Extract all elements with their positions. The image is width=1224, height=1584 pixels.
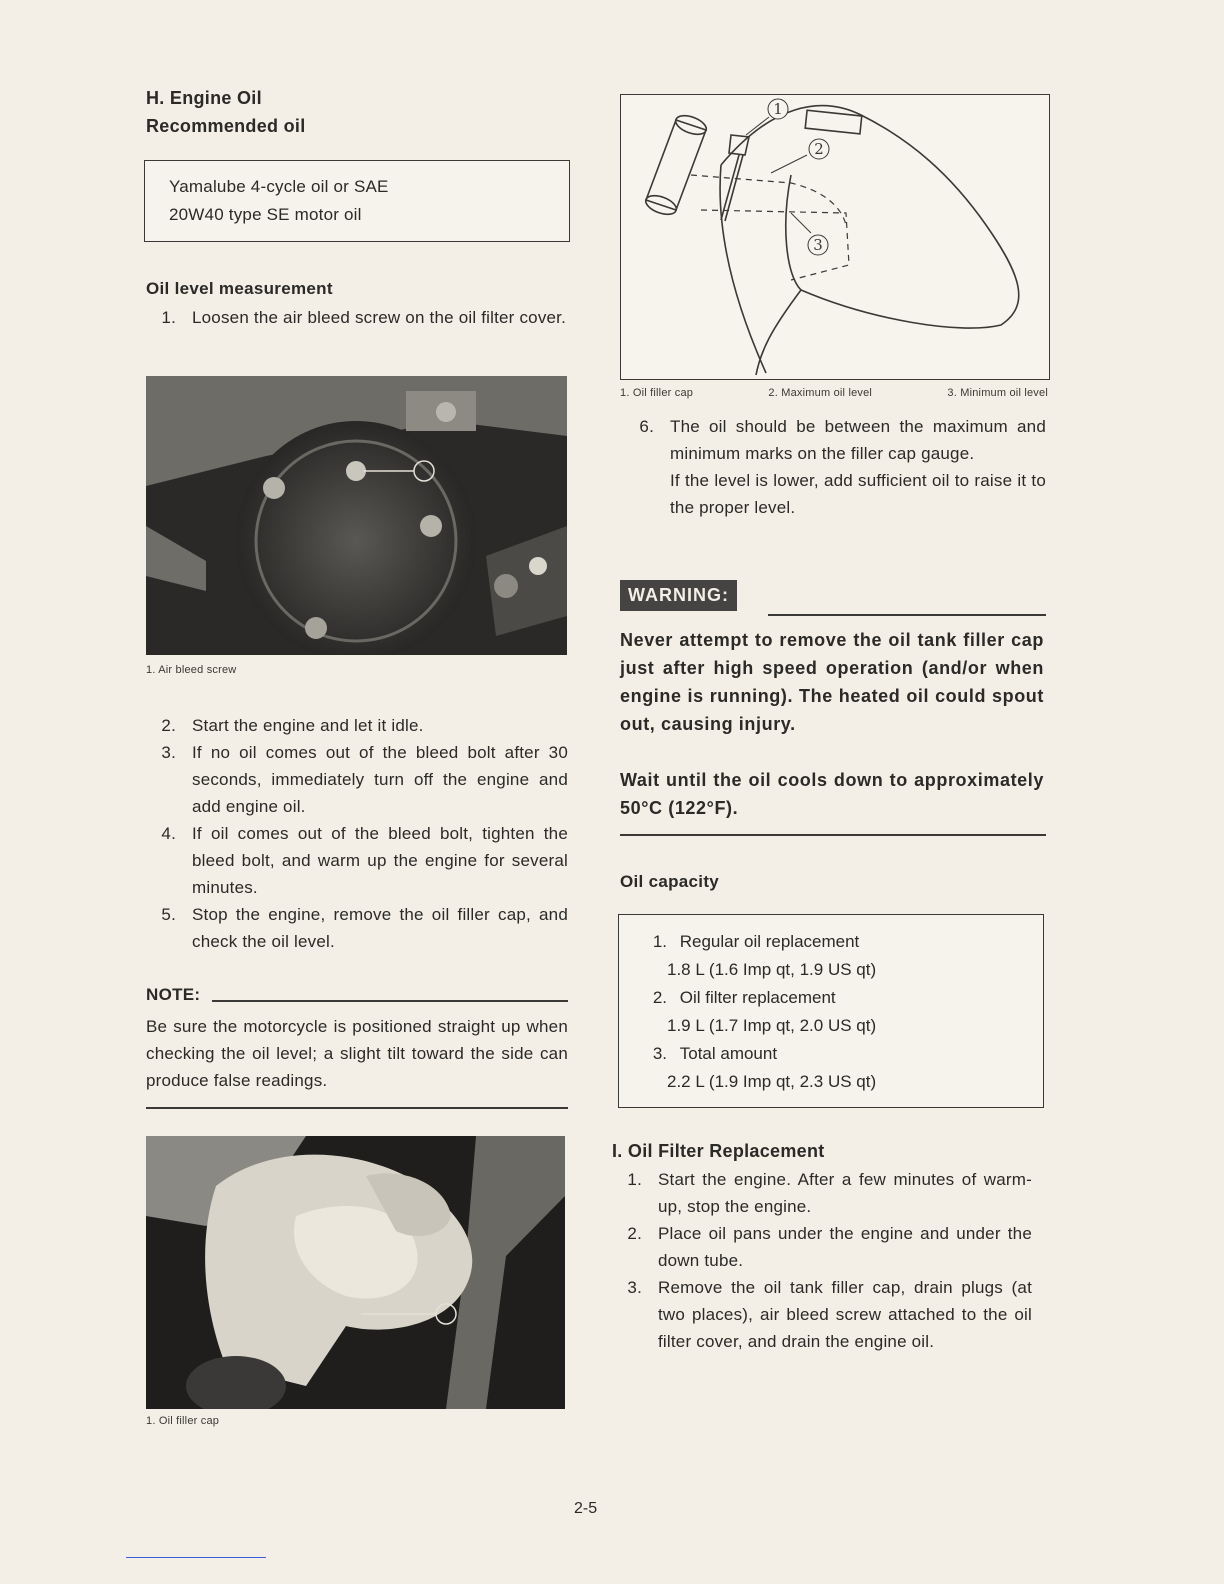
capacity-label: Regular oil replacement bbox=[679, 932, 860, 951]
note-label: NOTE: bbox=[146, 985, 201, 1004]
warning-label: WARNING: bbox=[620, 580, 737, 611]
step-number: 4. bbox=[161, 824, 176, 843]
step-text: Stop the engine, remove the oil filler cap, and check the oil level. bbox=[192, 905, 568, 951]
list-item bbox=[612, 1274, 1032, 1355]
diagram-callout-2: 2 bbox=[814, 140, 824, 158]
list-item bbox=[146, 820, 568, 901]
oil-level-heading: Oil level measurement bbox=[146, 279, 333, 298]
section-h-subtitle: Recommended oil bbox=[146, 116, 306, 136]
capacity-value: 1.8 L (1.6 Imp qt, 1.9 US qt) bbox=[667, 960, 877, 979]
diagram-caption-item: 3. Minimum oil level bbox=[947, 387, 1048, 399]
warning-text-2: Wait until the oil cools down to approximately 50°C (122°F). bbox=[620, 770, 1044, 818]
section-h-title: H. Engine Oil bbox=[146, 88, 262, 108]
air-bleed-screw-photo bbox=[146, 376, 567, 655]
step-text: If oil comes out of the bleed bolt, tighten the bleed bolt, and warm up the engine for several minutes. bbox=[192, 824, 568, 897]
step-text: If no oil comes out of the bleed bolt after 30 seconds, immediately turn off the engine and add engine oil. bbox=[192, 743, 568, 816]
step-number: 2. bbox=[161, 716, 176, 735]
list-item bbox=[146, 901, 568, 955]
capacity-value: 1.9 L (1.7 Imp qt, 2.0 US qt) bbox=[667, 1016, 877, 1035]
step-text-cont: If the level is lower, add sufficient oil to raise it to the proper level. bbox=[670, 471, 1046, 517]
capacity-item bbox=[637, 984, 876, 1012]
warning-text: Never attempt to remove the oil tank filler cap just after high speed operation (and/or when engine is running). The heated oil could spout out, causing injury. bbox=[620, 630, 1044, 734]
oil-capacity-heading: Oil capacity bbox=[620, 872, 720, 891]
recommended-oil-line: Yamalube 4-cycle oil or SAE bbox=[169, 177, 389, 196]
recommended-oil-line: 20W40 type SE motor oil bbox=[169, 205, 362, 224]
engine-cover-illustration bbox=[146, 376, 567, 655]
step-text: The oil should be between the maximum and minimum marks on the filler cap gauge. bbox=[670, 417, 1046, 463]
capacity-number: 2. bbox=[652, 988, 667, 1007]
oil-tank-drawing bbox=[621, 95, 1049, 379]
step-text: Start the engine. After a few minutes of warm-up, stop the engine. bbox=[658, 1170, 1032, 1216]
oil-filler-cap-photo bbox=[146, 1136, 565, 1409]
step-number: 1. bbox=[627, 1170, 642, 1189]
diagram-callout-3: 3 bbox=[813, 236, 823, 254]
oil-capacity-box bbox=[618, 914, 1044, 1108]
list-item bbox=[612, 1166, 1032, 1220]
capacity-number: 1. bbox=[652, 932, 667, 951]
photo2-caption: 1. Oil filler cap bbox=[146, 1415, 220, 1427]
note-rule bbox=[212, 1000, 568, 1002]
step-number: 1. bbox=[161, 308, 176, 327]
diagram-caption-item: 2. Maximum oil level bbox=[768, 387, 873, 399]
oil-level-step-list-a bbox=[146, 304, 568, 331]
step-number: 3. bbox=[627, 1278, 642, 1297]
step-number: 6. bbox=[639, 417, 654, 436]
step-text: Loosen the air bleed screw on the oil filter cover. bbox=[192, 308, 567, 327]
capacity-number: 3. bbox=[652, 1044, 667, 1063]
diagram-caption bbox=[620, 387, 1048, 399]
step-text: Place oil pans under the engine and under the down tube. bbox=[658, 1224, 1032, 1270]
list-item bbox=[146, 304, 568, 331]
step-number: 2. bbox=[627, 1224, 642, 1243]
diagram-callout-1: 1 bbox=[773, 100, 783, 118]
bottom-link-underline bbox=[126, 1557, 266, 1558]
step6-list bbox=[624, 413, 1046, 521]
capacity-value: 2.2 L (1.9 Imp qt, 2.3 US qt) bbox=[667, 1072, 877, 1091]
list-item bbox=[146, 739, 568, 820]
list-item bbox=[624, 413, 1046, 521]
note-end-rule bbox=[146, 1107, 568, 1109]
list-item bbox=[612, 1220, 1032, 1274]
page-number: 2-5 bbox=[574, 1500, 598, 1517]
note-text: Be sure the motorcycle is positioned straight up when checking the oil level; a slight tilt toward the side can produce false readings. bbox=[146, 1017, 568, 1090]
warning-end-rule bbox=[620, 834, 1046, 836]
capacity-label: Oil filter replacement bbox=[679, 988, 836, 1007]
section-i-title: I. Oil Filter Replacement bbox=[612, 1141, 825, 1161]
step-number: 5. bbox=[161, 905, 176, 924]
photo1-caption: 1. Air bleed screw bbox=[146, 664, 237, 676]
oil-tank-diagram bbox=[620, 94, 1050, 380]
section-i-step-list bbox=[612, 1166, 1032, 1355]
hand-on-filler-cap-illustration bbox=[146, 1136, 565, 1409]
step-number: 3. bbox=[161, 743, 176, 762]
step-text: Remove the oil tank filler cap, drain plugs (at two places), air bleed screw attached to the oil filter cover, and drain the engine oil. bbox=[658, 1278, 1032, 1351]
warning-rule bbox=[768, 614, 1046, 616]
recommended-oil-box bbox=[144, 160, 570, 242]
diagram-caption-item: 1. Oil filler cap bbox=[620, 387, 694, 399]
capacity-item bbox=[637, 928, 876, 956]
oil-level-step-list-b bbox=[146, 712, 568, 955]
capacity-item bbox=[637, 1040, 876, 1068]
list-item bbox=[146, 712, 568, 739]
step-text: Start the engine and let it idle. bbox=[192, 716, 424, 735]
capacity-label: Total amount bbox=[679, 1044, 778, 1063]
